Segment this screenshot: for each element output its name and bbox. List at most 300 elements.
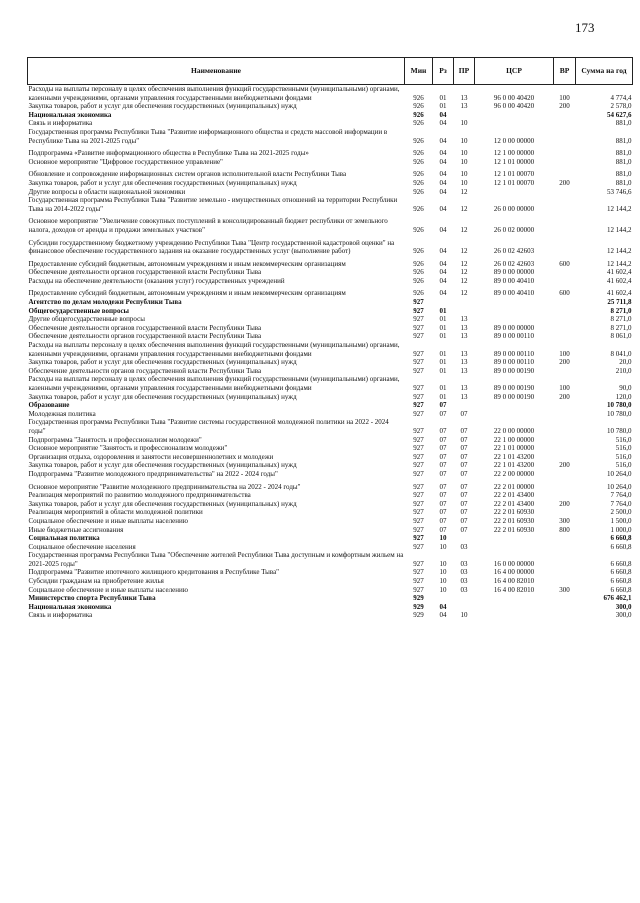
- cell-rz: 01: [439, 332, 447, 341]
- cell-vr: 100: [559, 349, 570, 358]
- header-csr: ЦСР: [475, 58, 554, 85]
- table-row: [28, 166, 633, 179]
- cell-sum: 6 660,8: [610, 542, 632, 551]
- cell-min: 926: [413, 136, 424, 145]
- cell-sum: 6 660,8: [610, 559, 632, 568]
- cell-pr: 10: [460, 136, 468, 145]
- cell-min: 926: [413, 268, 424, 277]
- table-row: [28, 436, 633, 445]
- cell-name: Субсидии гражданам на приобретение жилья: [28, 577, 164, 586]
- table-row: [28, 188, 633, 197]
- cell-name: Основное мероприятие "Занятость и профессионализм молодежи": [28, 444, 228, 453]
- cell-rz: 01: [439, 366, 447, 375]
- cell-pr: 13: [460, 366, 468, 375]
- cell-name: Иные бюджетные ассигнования: [28, 525, 124, 534]
- table-row: [28, 298, 633, 307]
- cell-pr: 13: [460, 349, 468, 358]
- table-row: [28, 324, 633, 333]
- cell-vr: 100: [559, 93, 570, 102]
- cell-csr: 89 0 00 00110: [494, 332, 534, 341]
- table-row: [28, 111, 633, 120]
- cell-pr: 07: [460, 452, 468, 461]
- cell-rz: 04: [439, 110, 447, 119]
- cell-sum: 7 764,0: [610, 491, 632, 500]
- cell-vr: [554, 145, 576, 158]
- cell-min: 926: [413, 289, 424, 298]
- cell-rz: 01: [439, 315, 447, 324]
- table-row: [28, 526, 633, 535]
- cell-vr: 300: [559, 516, 570, 525]
- cell-name: Закупка товаров, работ и услуг для обеспечения государственных (муниципальных) нужд: [28, 499, 297, 508]
- cell-min: 926: [413, 187, 424, 196]
- cell-sum: 516,0: [615, 435, 632, 444]
- cell-name: Другие общегосударственные вопросы: [28, 315, 145, 324]
- cell-sum: 8 271,0: [610, 323, 632, 332]
- cell-rz: 10: [439, 585, 447, 594]
- cell-rz: 01: [439, 349, 447, 358]
- cell-rz: 01: [439, 102, 447, 111]
- cell-vr: 600: [559, 259, 570, 268]
- cell-rz: 04: [439, 170, 447, 179]
- cell-vr: [554, 543, 576, 552]
- cell-vr: [554, 268, 576, 277]
- cell-vr: [554, 277, 576, 286]
- table-row: [28, 128, 633, 145]
- cell-pr: 10: [460, 157, 468, 166]
- cell-sum: 881,0: [615, 119, 632, 128]
- cell-min: 927: [413, 401, 424, 410]
- cell-sum: 120,0: [615, 392, 632, 401]
- cell-csr: 89 0 00 00000: [493, 268, 535, 277]
- table-row: [28, 500, 633, 509]
- cell-sum: 676 462,1: [603, 594, 632, 603]
- cell-rz: 10: [439, 559, 447, 568]
- cell-csr: 26 0 02 42603: [493, 247, 535, 256]
- cell-csr: [475, 603, 554, 612]
- cell-pr: 07: [460, 499, 468, 508]
- cell-rz: 10: [439, 542, 447, 551]
- cell-min: 927: [413, 482, 424, 491]
- cell-pr: 07: [460, 491, 468, 500]
- cell-csr: 26 0 02 42603: [493, 259, 535, 268]
- cell-vr: [554, 298, 576, 307]
- cell-name: Закупка товаров, работ и услуг для обеспечения государственных (муниципальных) нужд: [28, 102, 297, 111]
- cell-sum: 90,0: [619, 384, 632, 392]
- cell-name: Основное мероприятие "Развитие молодежного предпринимательства на 2022 - 2024 годы": [28, 482, 301, 491]
- cell-pr: 07: [460, 409, 468, 418]
- cell-vr: 600: [559, 289, 570, 298]
- cell-pr: 07: [460, 525, 468, 534]
- cell-sum: 8 061,0: [610, 332, 632, 341]
- cell-sum: 12 144,2: [607, 247, 632, 256]
- cell-pr: [454, 534, 475, 543]
- cell-sum: 6 660,8: [610, 534, 632, 543]
- cell-name: Реализация мероприятий в области молодежной политики: [28, 508, 203, 517]
- table-row: [28, 393, 633, 402]
- cell-csr: 89 0 00 00190: [493, 392, 535, 401]
- cell-csr: [475, 543, 554, 552]
- table-row: [28, 551, 633, 568]
- cell-vr: [554, 196, 576, 213]
- cell-sum: 210,0: [615, 366, 632, 375]
- cell-vr: [554, 315, 576, 324]
- cell-rz: 07: [439, 401, 447, 410]
- cell-pr: 07: [460, 426, 468, 435]
- cell-sum: 10 780,0: [607, 401, 632, 410]
- cell-vr: [554, 508, 576, 517]
- cell-pr: [454, 401, 475, 410]
- cell-pr: 07: [460, 516, 468, 525]
- table-row: [28, 534, 633, 543]
- header-vr: ВР: [554, 58, 576, 85]
- cell-vr: [554, 594, 576, 603]
- header-name: Наименование: [28, 58, 405, 85]
- cell-csr: 12 1 01 00070: [493, 170, 535, 179]
- cell-min: 926: [413, 276, 424, 285]
- table-row: [28, 179, 633, 188]
- table-row: [28, 418, 633, 435]
- cell-name: Закупка товаров, работ и услуг для обеспечения государственных (муниципальных) нужд: [28, 358, 297, 367]
- cell-csr: 89 0 00 40410: [493, 276, 535, 285]
- cell-min: 927: [413, 323, 424, 332]
- cell-pr: 12: [460, 289, 468, 298]
- cell-vr: 200: [559, 102, 570, 111]
- cell-min: 926: [413, 170, 424, 179]
- table-row: [28, 367, 633, 376]
- cell-csr: 22 2 01 43400: [493, 491, 535, 500]
- cell-csr: 89 0 00 00190: [493, 366, 535, 375]
- cell-sum: 7 764,0: [610, 499, 632, 508]
- cell-csr: 22 1 00 00000: [493, 435, 535, 444]
- cell-name: Государственная программа Республики Тыва "Развитие информационного общества и средств массовой информации в Республике Тыва на 2021-2025 годы": [28, 127, 388, 145]
- cell-csr: 12 1 01 00070: [493, 178, 535, 187]
- cell-pr: [454, 298, 475, 307]
- table-row: [28, 577, 633, 586]
- table-row: [28, 517, 633, 526]
- table-row: [28, 444, 633, 453]
- cell-pr: 03: [460, 542, 468, 551]
- cell-name: Подпрограмма "Занятость и профессионализм молодежи": [28, 435, 202, 444]
- cell-pr: 12: [460, 259, 468, 268]
- cell-min: 929: [413, 611, 424, 620]
- cell-min: 927: [413, 452, 424, 461]
- cell-pr: [454, 594, 475, 603]
- cell-pr: 12: [460, 225, 468, 234]
- cell-csr: 16 4 00 82010: [493, 577, 535, 586]
- cell-min: 929: [413, 602, 424, 611]
- cell-rz: 04: [439, 602, 447, 611]
- cell-vr: [554, 332, 576, 341]
- table-row: [28, 307, 633, 316]
- cell-min: 927: [413, 298, 424, 307]
- cell-rz: 04: [439, 119, 447, 128]
- cell-sum: 25 711,8: [607, 298, 632, 307]
- cell-vr: [554, 324, 576, 333]
- table-row: [28, 470, 633, 479]
- cell-rz: 04: [439, 268, 447, 277]
- cell-name: Молодежная политика: [28, 409, 96, 418]
- cell-min: 929: [413, 594, 424, 603]
- cell-csr: 89 0 00 00110: [494, 358, 534, 367]
- cell-vr: [554, 235, 576, 256]
- table-row: [28, 145, 633, 158]
- cell-rz: 07: [439, 491, 447, 500]
- cell-name: Социальная политика: [28, 534, 100, 543]
- cell-pr: 03: [460, 577, 468, 586]
- cell-rz: [433, 298, 454, 307]
- cell-name: Организация отдыха, оздоровления и занятости несовершеннолетних и молодежи: [28, 452, 274, 461]
- table-row: [28, 358, 633, 367]
- cell-csr: [475, 298, 554, 307]
- cell-csr: 89 0 00 00110: [494, 349, 534, 358]
- header-sum: Сумма на год: [576, 58, 633, 85]
- cell-pr: 13: [460, 102, 468, 111]
- cell-rz: 07: [439, 426, 447, 435]
- cell-min: 927: [413, 525, 424, 534]
- cell-sum: 881,0: [615, 149, 632, 158]
- cell-vr: [554, 166, 576, 179]
- cell-pr: 03: [460, 585, 468, 594]
- cell-csr: 22 2 01 43400: [493, 499, 535, 508]
- page-number: 173: [575, 20, 595, 35]
- cell-csr: 22 1 01 43200: [493, 452, 535, 461]
- cell-pr: 10: [460, 178, 468, 187]
- cell-sum: 4 774,4: [610, 93, 632, 102]
- cell-rz: 01: [439, 392, 447, 401]
- cell-name: Закупка товаров, работ и услуг для обеспечения государственных (муниципальных) нужд: [28, 461, 297, 470]
- cell-csr: [475, 188, 554, 197]
- cell-csr: [475, 410, 554, 419]
- table-row: [28, 453, 633, 462]
- table-row: [28, 568, 633, 577]
- cell-csr: 12 1 00 00000: [493, 149, 535, 158]
- table-row: [28, 543, 633, 552]
- cell-vr: [554, 418, 576, 435]
- cell-name: Обеспечение деятельности органов государственной власти Республики Тыва: [28, 268, 262, 277]
- cell-vr: [554, 534, 576, 543]
- cell-pr: 12: [460, 268, 468, 277]
- cell-sum: 41 602,4: [607, 289, 632, 298]
- cell-rz: 04: [439, 149, 447, 158]
- cell-pr: 10: [460, 611, 468, 620]
- cell-pr: 07: [460, 435, 468, 444]
- cell-pr: 12: [460, 247, 468, 256]
- cell-name: Обеспечение деятельности органов государственной власти Республики Тыва: [28, 323, 262, 332]
- cell-min: 926: [413, 178, 424, 187]
- cell-min: 927: [413, 409, 424, 418]
- cell-pr: 13: [460, 332, 468, 341]
- cell-vr: [554, 453, 576, 462]
- cell-csr: 12 0 00 00000: [493, 136, 535, 145]
- cell-sum: 12 144,2: [607, 259, 632, 268]
- cell-sum: 10 780,0: [607, 426, 632, 435]
- cell-sum: 53 746,6: [607, 187, 632, 196]
- cell-csr: [475, 611, 554, 620]
- cell-vr: [554, 568, 576, 577]
- cell-vr: 200: [559, 461, 570, 470]
- cell-pr: 10: [460, 170, 468, 179]
- cell-min: 927: [413, 516, 424, 525]
- cell-rz: 07: [439, 461, 447, 470]
- cell-csr: [475, 119, 554, 128]
- cell-sum: 516,0: [615, 444, 632, 453]
- table-row: [28, 213, 633, 234]
- cell-min: 927: [413, 435, 424, 444]
- cell-min: 926: [413, 259, 424, 268]
- cell-name: Подпрограмма "Развитие молодежного предпринимательства" на 2022 - 2024 годы": [28, 469, 278, 478]
- cell-rz: 01: [439, 93, 447, 102]
- header-min: Мин: [405, 58, 433, 85]
- cell-vr: [554, 436, 576, 445]
- cell-rz: 07: [439, 435, 447, 444]
- cell-min: 927: [413, 426, 424, 435]
- cell-sum: 1 000,0: [610, 525, 632, 534]
- cell-sum: 1 500,0: [610, 516, 632, 525]
- cell-vr: [554, 158, 576, 167]
- cell-pr: 07: [460, 508, 468, 517]
- cell-rz: 04: [439, 178, 447, 187]
- cell-sum: 881,0: [615, 178, 632, 187]
- table-row: [28, 85, 633, 103]
- cell-csr: 22 1 01 43200: [493, 461, 535, 470]
- table-row: [28, 341, 633, 358]
- budget-table: [27, 57, 633, 620]
- cell-name: Расходы на выплаты персоналу в целях обеспечения выполнения функций государственными (муниципальными) органами, казенными учреждениями, органами управления государственными внебюджетными фондами: [28, 375, 400, 392]
- cell-name: Обновление и сопровождение информационных систем органов исполнительной власти Республики Тыва: [28, 170, 347, 179]
- header-pr: ПР: [454, 58, 475, 85]
- cell-pr: 03: [460, 568, 468, 577]
- cell-min: 927: [413, 491, 424, 500]
- cell-csr: 22 2 00 00000: [493, 469, 535, 478]
- cell-vr: [554, 213, 576, 234]
- cell-vr: [554, 188, 576, 197]
- table-row: [28, 594, 633, 603]
- cell-rz: 07: [439, 525, 447, 534]
- cell-vr: [554, 444, 576, 453]
- cell-vr: [554, 111, 576, 120]
- cell-csr: [475, 111, 554, 120]
- cell-min: 926: [413, 225, 424, 234]
- cell-rz: 10: [439, 568, 447, 577]
- cell-rz: 07: [439, 452, 447, 461]
- cell-min: 926: [413, 119, 424, 128]
- cell-name: Государственная программа Республики Тыва "Развитие системы государственной молодежной политики на 2022 - 2024 годы": [28, 418, 389, 435]
- cell-min: 927: [413, 568, 424, 577]
- cell-min: 926: [413, 157, 424, 166]
- cell-min: 927: [413, 542, 424, 551]
- table-row: [28, 332, 633, 341]
- table-row: [28, 611, 633, 620]
- cell-sum: 300,0: [615, 611, 632, 620]
- cell-sum: 10 264,0: [607, 482, 632, 491]
- cell-pr: 10: [460, 119, 468, 128]
- cell-sum: 10 264,0: [607, 469, 632, 478]
- cell-rz: 04: [439, 611, 447, 620]
- cell-csr: 22 2 01 60930: [493, 525, 535, 534]
- cell-name: Закупка товаров, работ и услуг для обеспечения государственных (муниципальных) нужд: [28, 178, 297, 187]
- cell-vr: [554, 128, 576, 145]
- cell-rz: 07: [439, 482, 447, 491]
- cell-name: Предоставление субсидий бюджетным, автономным учреждениям и иным некоммерческим организациям: [28, 289, 346, 298]
- cell-min: 926: [413, 93, 424, 102]
- cell-rz: 07: [439, 469, 447, 478]
- cell-csr: 12 1 01 00000: [493, 157, 535, 166]
- table-row: [28, 491, 633, 500]
- cell-rz: 04: [439, 136, 447, 145]
- cell-rz: 04: [439, 289, 447, 298]
- cell-csr: 16 4 00 82010: [493, 585, 535, 594]
- cell-pr: 07: [460, 444, 468, 453]
- cell-sum: 8 041,0: [610, 349, 632, 358]
- cell-sum: 8 271,0: [610, 306, 632, 315]
- cell-sum: 8 271,0: [610, 315, 632, 324]
- cell-csr: 89 0 00 00190: [493, 384, 535, 392]
- cell-min: 927: [413, 332, 424, 341]
- cell-rz: 04: [439, 259, 447, 268]
- cell-rz: 07: [439, 499, 447, 508]
- cell-sum: 516,0: [615, 452, 632, 461]
- cell-pr: 12: [460, 276, 468, 285]
- cell-pr: 07: [460, 482, 468, 491]
- cell-sum: 41 602,4: [607, 276, 632, 285]
- cell-sum: 2 578,0: [610, 102, 632, 111]
- cell-min: 927: [413, 358, 424, 367]
- cell-csr: 22 2 01 60930: [493, 508, 535, 517]
- cell-csr: 89 0 00 40410: [493, 289, 535, 298]
- table-row: [28, 586, 633, 595]
- cell-csr: [475, 315, 554, 324]
- cell-vr: [554, 367, 576, 376]
- cell-min: 927: [413, 444, 424, 453]
- cell-vr: 200: [559, 392, 570, 401]
- cell-name: Основное мероприятие "Увеличение совокупных поступлений в консолидированный бюджет республики от земельного налога, доходов от аренды и продажи земельных участков": [28, 217, 388, 234]
- cell-min: 927: [413, 349, 424, 358]
- cell-sum: 2 500,0: [610, 508, 632, 517]
- table-row: [28, 285, 633, 298]
- cell-rz: 01: [439, 306, 447, 315]
- cell-name: Образование: [28, 401, 70, 410]
- cell-csr: [475, 401, 554, 410]
- cell-name: Субсидии государственному бюджетному учреждению Республики Тыва "Центр государственной кадастровой оценки" на финансовое обеспечение государственного задания на оказание государственных услуг (выполнение работ): [28, 238, 395, 256]
- cell-min: 926: [413, 102, 424, 111]
- table-row: [28, 268, 633, 277]
- cell-name: Социальное обеспечение и иные выплаты населению: [28, 516, 188, 525]
- cell-rz: 10: [439, 534, 447, 543]
- cell-rz: 01: [439, 323, 447, 332]
- cell-min: 927: [413, 499, 424, 508]
- cell-rz: 04: [439, 276, 447, 285]
- cell-pr: 13: [460, 93, 468, 102]
- cell-vr: [554, 401, 576, 410]
- cell-pr: 07: [460, 469, 468, 478]
- cell-name: Министерство спорта Республики Тыва: [28, 594, 156, 603]
- cell-min: 927: [413, 559, 424, 568]
- cell-min: 926: [413, 204, 424, 213]
- cell-min: 927: [413, 315, 424, 324]
- cell-min: 926: [413, 149, 424, 158]
- table-row: [28, 603, 633, 612]
- cell-pr: [454, 307, 475, 316]
- table-body: [28, 85, 633, 621]
- cell-csr: 96 0 00 40420: [493, 93, 535, 102]
- cell-vr: [554, 611, 576, 620]
- cell-name: Социальное обеспечение и иные выплаты населению: [28, 585, 188, 594]
- cell-min: 927: [413, 577, 424, 586]
- table-row: [28, 508, 633, 517]
- cell-name: Обеспечение деятельности органов государственной власти Республики Тыва: [28, 366, 262, 375]
- cell-pr: 12: [460, 204, 468, 213]
- cell-vr: 200: [559, 499, 570, 508]
